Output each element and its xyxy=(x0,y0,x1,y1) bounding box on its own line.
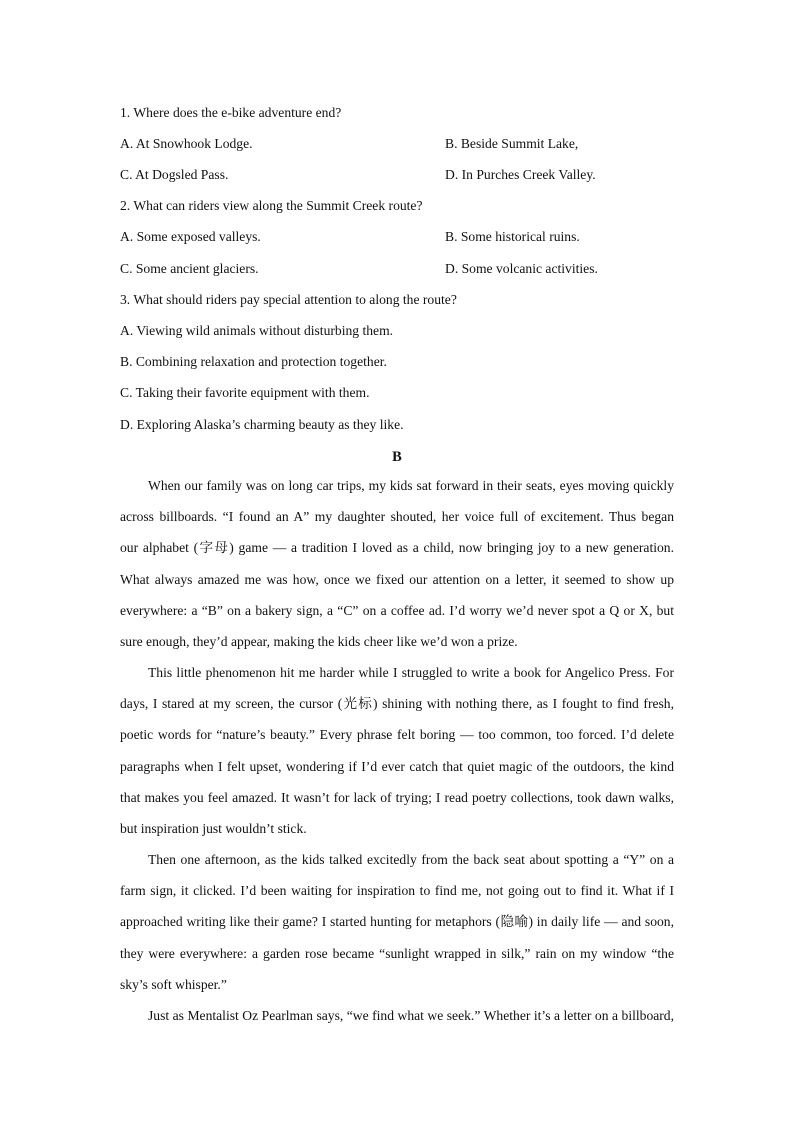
paragraph-line: This little phenomenon hit me harder while I struggled to write a book for Angelico Press. For xyxy=(148,665,674,680)
question-2-option-a: A. Some exposed valleys. xyxy=(120,229,261,244)
paragraph-line: everywhere: a “B” on a bakery sign, a “C” on a coffee ad. I’d worry we’d never spot a Q or X, but xyxy=(120,602,674,618)
paragraph-line: poetic words for “nature’s beauty.” Every phrase felt boring — too common, too forced. I’d delete xyxy=(120,727,674,743)
section-heading: B xyxy=(392,449,402,465)
paragraph-line: Then one afternoon, as the kids talked excitedly from the back seat about spotting a “Y” on a xyxy=(148,852,674,867)
paragraph-line: but inspiration just wouldn’t stick. xyxy=(120,820,307,836)
question-1-option-c: C. At Dogsled Pass. xyxy=(120,167,229,182)
question-2-option-c: C. Some ancient glaciers. xyxy=(120,261,259,276)
question-2-option-b: B. Some historical ruins. xyxy=(445,229,580,244)
paragraph-line: across billboards. “I found an A” my daughter shouted, her voice full of excitement. Thus began xyxy=(120,509,674,525)
passage-paragraph-2 xyxy=(120,661,674,848)
passage-paragraph-1 xyxy=(120,474,674,661)
paragraph-line: paragraphs when I felt upset, wondering if I’d ever catch that quiet magic of the outdoors, the kind xyxy=(120,758,674,774)
paragraph-line: that makes you feel amazed. It wasn’t for lack of trying; I read poetry collections, took dawn walks, xyxy=(120,789,674,805)
paragraph-line: approached writing like their game? I started hunting for metaphors (隐喻) in daily life — and soon, xyxy=(120,914,674,930)
paragraph-line: What always amazed me was how, once we fixed our attention on a letter, it seemed to show up xyxy=(120,571,674,587)
paragraph-line: they were everywhere: a garden rose became “sunlight wrapped in silk,” rain on my window “the xyxy=(120,945,674,961)
question-3-option-d: D. Exploring Alaska’s charming beauty as they like. xyxy=(120,417,404,432)
question-3-stem: 3. What should riders pay special attention to along the route? xyxy=(120,292,457,307)
paragraph-line: our alphabet (字母) game — a tradition I loved as a child, now bringing joy to a new generation. xyxy=(120,540,674,556)
question-1-option-d: D. In Purches Creek Valley. xyxy=(445,167,596,182)
paragraph-line: sure enough, they’d appear, making the kids cheer like we’d won a prize. xyxy=(120,633,518,649)
paragraph-line: Just as Mentalist Oz Pearlman says, “we find what we seek.” Whether it’s a letter on a billboard, xyxy=(148,1008,674,1023)
paragraph-line: days, I stared at my screen, the cursor (光标) shining with nothing there, as I fought to find fresh, xyxy=(120,696,674,712)
passage-paragraph-3 xyxy=(120,848,674,1004)
paragraph-line: farm sign, it clicked. I’d been waiting for inspiration to find me, not going out to find it. What if I xyxy=(120,883,674,899)
paragraph-line: sky’s soft whisper.” xyxy=(120,976,227,992)
question-1-stem: 1. Where does the e-bike adventure end? xyxy=(120,105,342,120)
passage-paragraph-4 xyxy=(120,1004,674,1035)
question-3-option-b: B. Combining relaxation and protection together. xyxy=(120,354,387,369)
paragraph-line: When our family was on long car trips, my kids sat forward in their seats, eyes moving quickly xyxy=(148,478,674,493)
question-2-option-d: D. Some volcanic activities. xyxy=(445,261,598,276)
question-3-option-c: C. Taking their favorite equipment with them. xyxy=(120,385,370,400)
question-3-option-a: A. Viewing wild animals without disturbing them. xyxy=(120,323,394,338)
question-1-option-b: B. Beside Summit Lake, xyxy=(445,136,579,151)
question-2-stem: 2. What can riders view along the Summit Creek route? xyxy=(120,198,423,213)
question-1-option-a: A. At Snowhook Lodge. xyxy=(120,136,253,151)
